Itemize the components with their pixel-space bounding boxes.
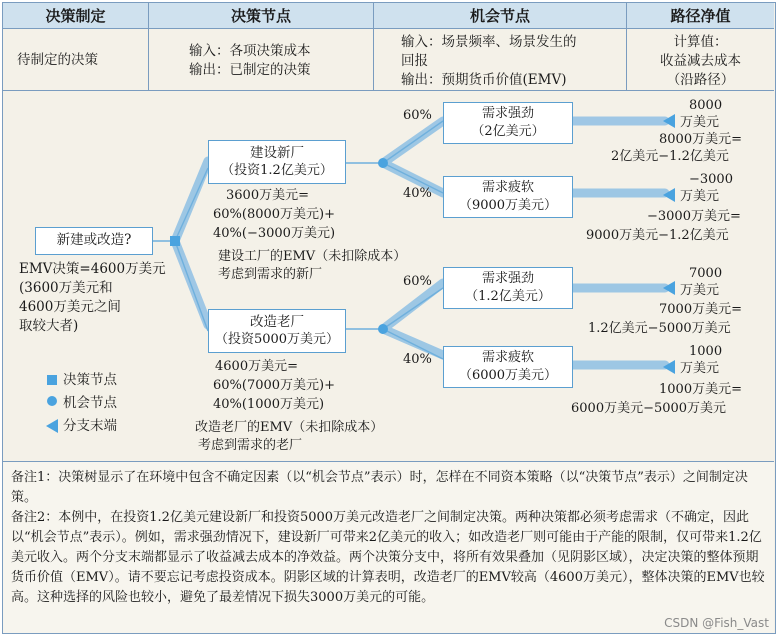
strong-b-value: （1.2亿美元）: [465, 289, 551, 304]
build-emv-2: 考虑到需求的新厂: [218, 267, 323, 282]
legend-decision-marker: [47, 375, 57, 385]
build-cost: （投资1.2亿美元）: [221, 163, 333, 178]
root-decision-box: 新建或改造?: [35, 227, 153, 255]
upgrade-emv-1: 改造老厂的EMV（未扣除成本）: [195, 420, 384, 435]
chance-output-text: 输出：预期货币价值(EMV): [401, 72, 567, 88]
end-marker-1: [663, 114, 675, 128]
outcome-strong-new: [443, 102, 573, 144]
prob-upgrade-strong: 60%: [403, 274, 432, 289]
build-new-plant-box: [208, 140, 346, 184]
strong-b-label: 需求强劲: [481, 271, 534, 286]
decision-tree-figure: [2, 2, 776, 634]
net-4-calc-1: 1000万美元=: [659, 382, 742, 397]
net-1-unit: 万美元: [680, 115, 720, 130]
decision-node-marker: [170, 236, 180, 246]
strong-a-value: （2亿美元）: [471, 124, 545, 139]
net-2-value: −3000: [689, 172, 733, 187]
build-calc-3: 40%(−3000万美元): [213, 226, 336, 241]
chance-node-build: [378, 158, 388, 168]
prob-build-strong: 60%: [403, 108, 432, 123]
end-marker-3: [663, 281, 675, 295]
prob-build-weak: 40%: [403, 186, 432, 201]
decision-to-make-text: 待制定的决策: [17, 52, 98, 68]
header-decision-making: 决策制定: [3, 3, 149, 29]
chance-input-text-1: 输入：场景频率、场景发生的: [401, 34, 577, 50]
emv-decision-text-2: (3600万美元和: [19, 280, 113, 296]
note-1: 备注1：决策树显示了在环境中包含不确定因素（以“机会节点”表示）时，怎样在不同资本策略（以“决策节点”表示）之间制定决策。: [11, 470, 748, 505]
legend-end-marker: [46, 419, 58, 433]
upgrade-calc-3: 40%(1000万美元): [213, 397, 325, 412]
chance-input-text-2: 回报: [401, 53, 428, 69]
emv-decision-text-3: 4600万美元之间: [19, 299, 121, 315]
outcome-strong-old: [443, 267, 573, 309]
upgrade-emv-2: 考虑到需求的老厂: [198, 438, 303, 453]
watermark: CSDN @Fish_Vast: [664, 616, 769, 630]
node-input-text: 输入：各项决策成本: [189, 43, 311, 59]
emv-decision-text: EMV决策=4600万美元: [19, 261, 166, 277]
upgrade-cost: （投资5000万美元）: [214, 332, 340, 347]
net-4-value: 1000: [689, 344, 723, 359]
weak-b-value: （6000万美元）: [458, 368, 558, 383]
net-2-calc-1: −3000万美元=: [647, 209, 741, 224]
notes-section: [3, 461, 774, 633]
net-1-value: 8000: [689, 98, 723, 113]
net-1-calc-2: 2亿美元−1.2亿美元: [611, 149, 729, 164]
build-calc-2: 60%(8000万美元)+: [213, 207, 336, 222]
calc-text-2: 收益减去成本: [660, 53, 741, 69]
calc-text-3: （沿路径）: [666, 72, 735, 88]
net-3-calc-1: 7000万美元=: [659, 302, 742, 317]
emv-decision-text-4: 取较大者): [19, 318, 79, 334]
net-2-calc-2: 9000万美元−1.2亿美元: [586, 228, 729, 243]
strong-a-label: 需求强劲: [481, 106, 534, 121]
net-4-calc-2: 6000万美元−5000万美元: [571, 401, 727, 416]
node-output-text: 输出：已制定的决策: [189, 62, 311, 78]
upgrade-calc-2: 60%(7000万美元)+: [213, 378, 336, 393]
build-calc-1: 3600万美元=: [226, 188, 309, 203]
net-4-unit: 万美元: [680, 361, 720, 376]
legend-chance-label: 机会节点: [63, 395, 117, 411]
legend-end-label: 分支末端: [63, 418, 117, 434]
net-3-value: 7000: [689, 266, 723, 281]
upgrade-old-plant-box: [208, 309, 346, 353]
calc-text-1: 计算值：: [673, 34, 728, 50]
net-1-calc-1: 8000万美元=: [659, 132, 742, 147]
header-decision-node: 决策节点: [149, 3, 374, 29]
prob-upgrade-weak: 40%: [403, 352, 432, 367]
weak-a-label: 需求疲软: [481, 180, 534, 195]
build-label: 建设新厂: [250, 145, 304, 161]
net-3-unit: 万美元: [680, 283, 720, 298]
chance-node-upgrade: [378, 324, 388, 334]
upgrade-calc-1: 4600万美元=: [215, 359, 298, 374]
note-2: 备注2：本例中，在投资1.2亿美元建设新厂和投资5000万美元改造老厂之间制定决策。两种决策都必须考虑需求（不确定，因此以“机会节点”表示）。例如，需求强劲情况下，建设新厂可带来2亿美元的收入；如改造老厂则可能由于产能的限制，仅可带来1.2亿美元收入。两个分支末端都显示了收益减去成本的净效益。两个决策分支中，将所有效果叠加（见阴影区域），决定决策的整体预期货币价值（EMV）。请不要忘记考虑投资成本。阴影区域的计算表明，改造老厂的EMV较高（4600万美元），整体决策的EMV也较高。这种选择的风险也较小，避免了最差情况下损失3000万美元的可能。: [11, 510, 765, 605]
weak-b-label: 需求疲软: [481, 350, 534, 365]
net-3-calc-2: 1.2亿美元−5000万美元: [588, 321, 731, 336]
legend-chance-marker: [47, 396, 57, 406]
outcome-weak-new: [443, 176, 573, 218]
header-chance-node: 机会节点: [374, 3, 627, 29]
legend-decision-label: 决策节点: [63, 372, 117, 388]
header-path-net-value: 路径净值: [627, 3, 774, 29]
weak-a-value: （9000万美元）: [458, 198, 558, 213]
net-2-unit: 万美元: [680, 189, 720, 204]
upgrade-label: 改造老厂: [250, 314, 304, 330]
build-emv-1: 建设工厂的EMV（未扣除成本）: [218, 249, 407, 264]
outcome-weak-old: [443, 346, 573, 388]
